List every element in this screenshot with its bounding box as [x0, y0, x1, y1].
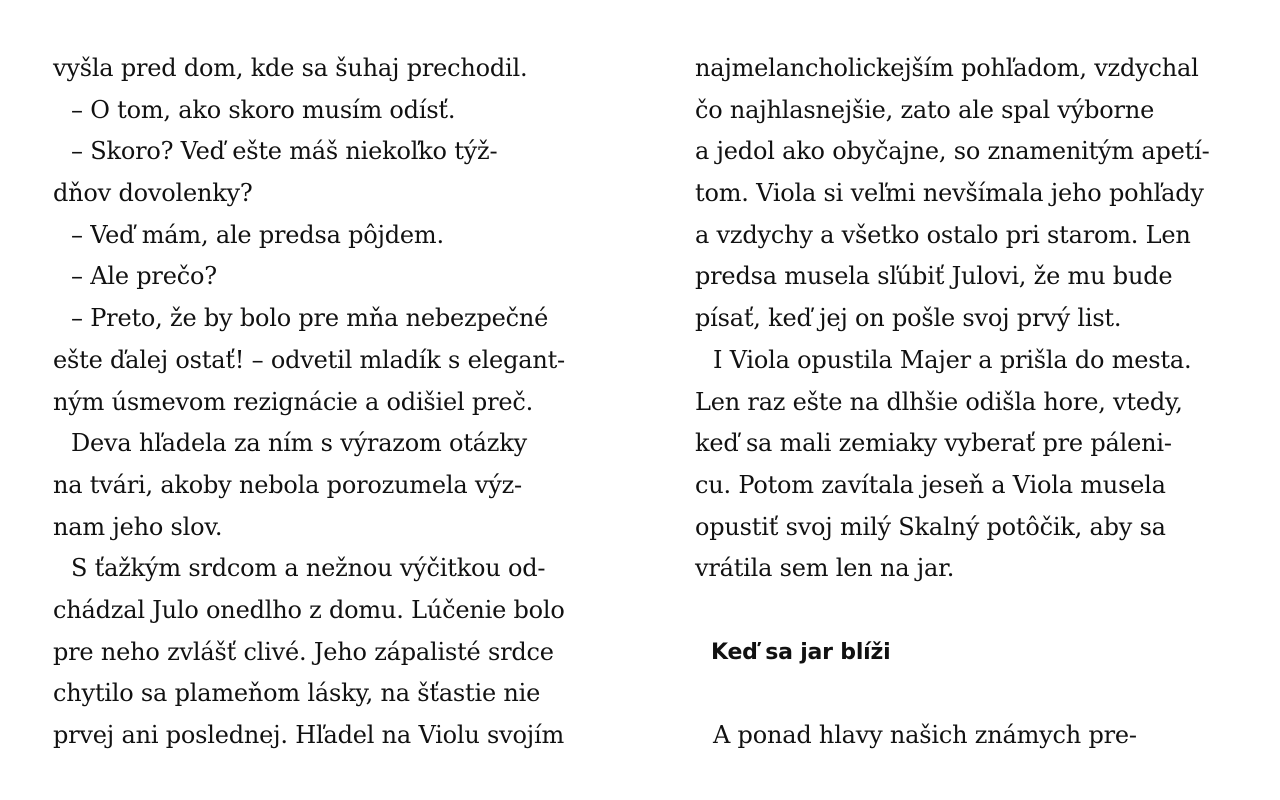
text-line: – O tom, ako skoro musím odísť. — [71, 95, 456, 124]
section-first-line: A ponad hlavy našich známych pre- — [713, 721, 1137, 749]
text-line: prvej ani poslednej. Hľadel na Violu svojím — [53, 721, 565, 749]
text-line: Len raz ešte na dlhšie odišla hore, vtedy, — [695, 387, 1183, 416]
text-line: vyšla pred dom, kde sa šuhaj prechodil. — [53, 54, 528, 82]
text-line: tom. Viola si veľmi nevšímala jeho pohľady — [695, 179, 1204, 208]
text-line: predsa musela sľúbiť Julovi, že mu bude — [695, 262, 1173, 291]
text-line: Deva hľadela za ním s výrazom otázky — [71, 429, 527, 458]
text-line: I Viola opustila Majer a prišla do mesta. — [713, 345, 1192, 374]
text-line: dňov dovolenky? — [53, 179, 253, 208]
text-line: – Veď mám, ale predsa pôjdem. — [71, 220, 444, 249]
text-line: a jedol ako obyčajne, so znamenitým apetí- — [695, 137, 1210, 166]
text-line: chádzal Julo onedlho z domu. Lúčenie bolo — [53, 595, 565, 624]
text-line: čo najhlasnejšie, zato ale spal výborne — [695, 95, 1155, 124]
text-line: keď sa mali zemiaky vyberať pre páleni- — [695, 429, 1172, 458]
text-line: na tvári, akoby nebola porozumela výz- — [53, 470, 522, 499]
blank-line — [695, 673, 1255, 715]
text-line: – Preto, že by bolo pre mňa nebezpečné — [71, 304, 549, 333]
text-line: vrátila sem len na jar. — [695, 554, 955, 583]
text-line: pre neho zvlášť clivé. Jeho zápalisté srdce — [53, 637, 554, 666]
text-line: cu. Potom zavítala jeseň a Viola musela — [695, 470, 1166, 499]
text-line: ným úsmevom rezignácie a odišiel preč. — [53, 387, 534, 416]
text-line: ešte ďalej ostať! – odvetil mladík s elegant- — [53, 345, 565, 374]
text-line: – Ale prečo? — [71, 262, 217, 291]
text-line: chytilo sa plameňom lásky, na šťastie nie — [53, 679, 541, 708]
text-line: písať, keď jej on pošle svoj prvý list. — [695, 304, 1122, 333]
text-line: – Skoro? Veď ešte máš niekoľko týž- — [71, 137, 498, 166]
left-text-column — [53, 48, 613, 757]
text-line: S ťažkým srdcom a nežnou výčitkou od- — [71, 554, 546, 583]
text-line: nam jeho slov. — [53, 512, 223, 541]
section-heading: Keď sa jar blíži — [711, 639, 891, 665]
text-line: a vzdychy a všetko ostalo pri starom. Len — [695, 220, 1191, 249]
text-line: opustiť svoj milý Skalný potôčik, aby sa — [695, 512, 1166, 541]
right-text-column — [695, 48, 1255, 757]
text-line: najmelancholickejším pohľadom, vzdychal — [695, 54, 1199, 82]
blank-line — [695, 590, 1255, 632]
